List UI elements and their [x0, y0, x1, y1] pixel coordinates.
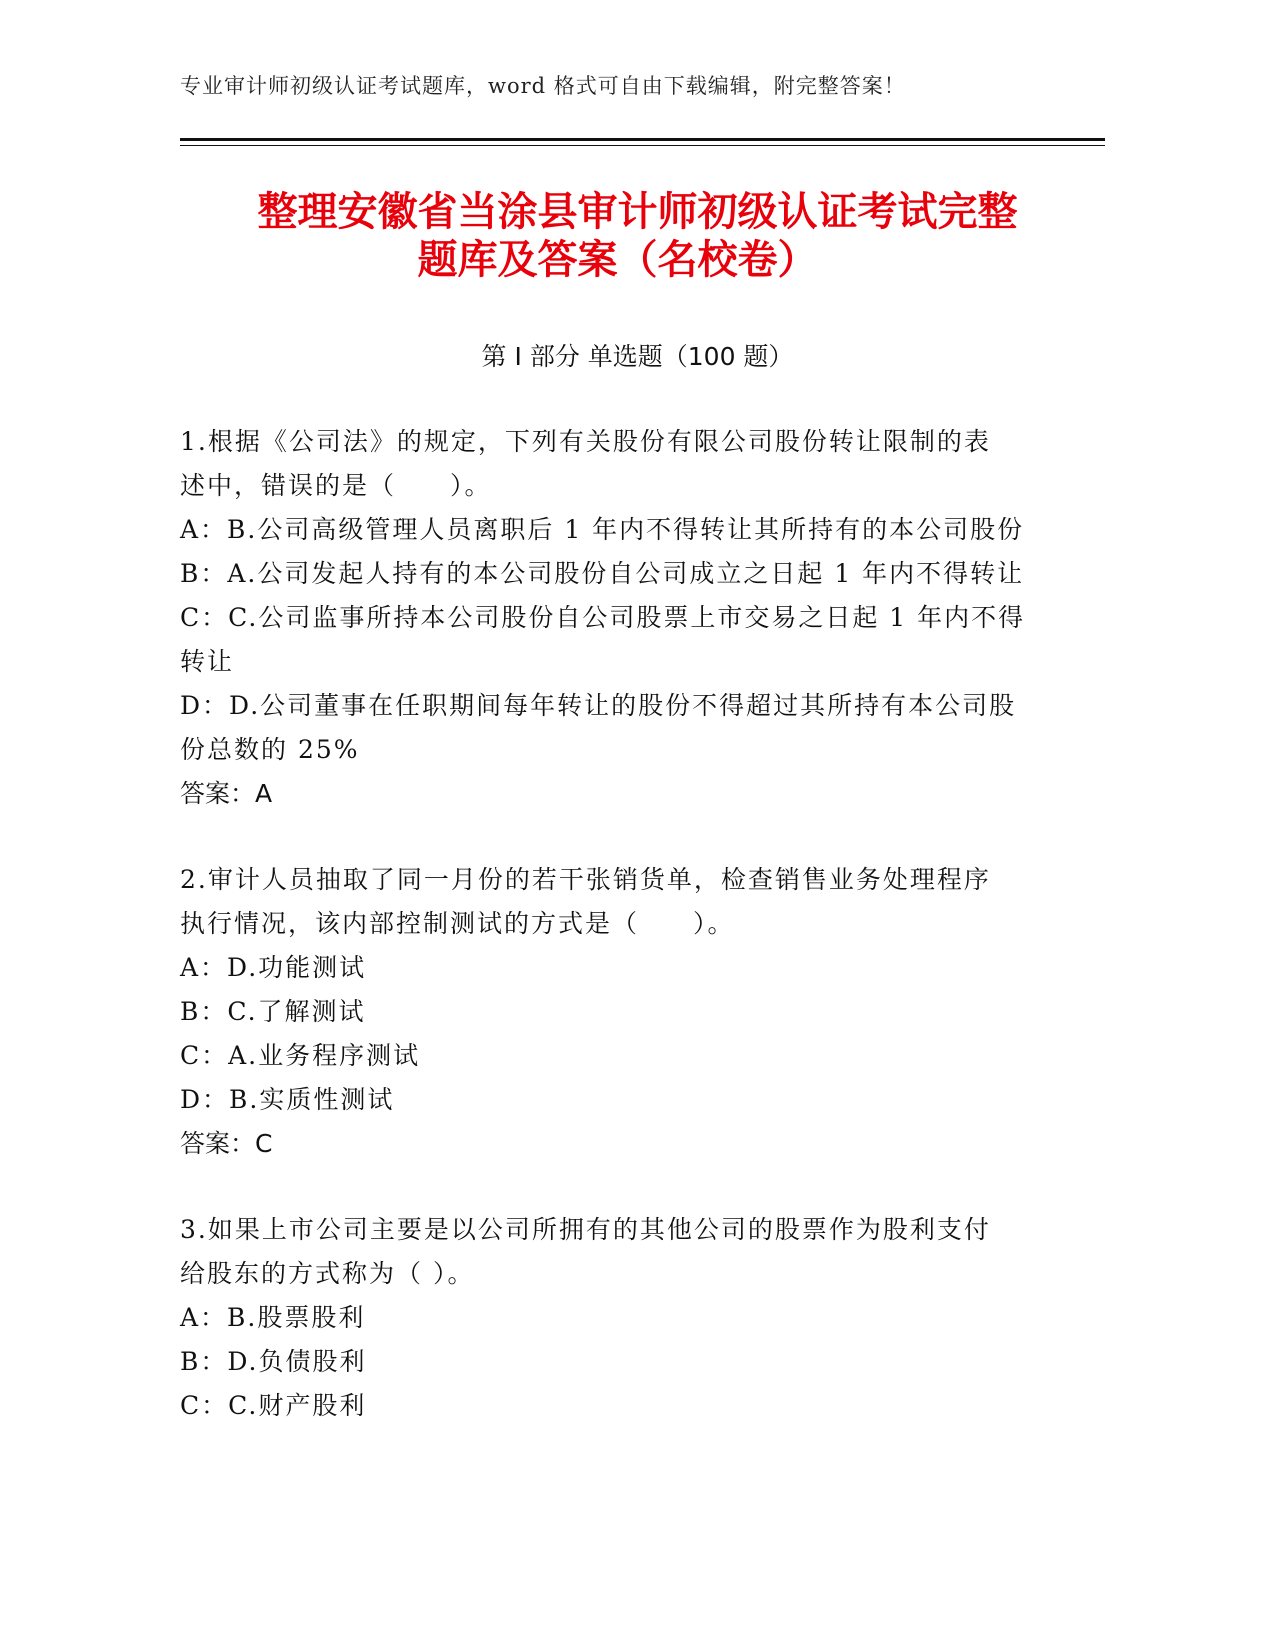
question-stem-line: 给股东的方式称为（ ）。 — [180, 1259, 475, 1288]
question-list — [180, 420, 1040, 1470]
option-b: B：A.公司发起人持有的本公司股份自公司成立之日起 1 年内不得转让 — [180, 559, 1025, 588]
question-2 — [180, 858, 1040, 1166]
option-a: A：B.股票股利 — [180, 1303, 366, 1332]
document-title-line-1: 整理安徽省当涂县审计师初级认证考试完整 — [257, 189, 1018, 235]
question-stem-line: 1.根据《公司法》的规定，下列有关股份有限公司股份转让限制的表 — [180, 427, 991, 456]
document-title-line-2: 题库及答案（名校卷） — [417, 237, 818, 283]
option-b: B：C.了解测试 — [180, 997, 366, 1026]
question-stem-line: 2.审计人员抽取了同一月份的若干张销货单，检查销售业务处理程序 — [180, 865, 991, 894]
answer-line: 答案：A — [180, 779, 273, 808]
header-rule-thick — [180, 138, 1105, 141]
option-d: D：B.实质性测试 — [180, 1085, 395, 1114]
document-title — [150, 188, 1125, 284]
option-d: D：D.公司董事在任职期间每年转让的股份不得超过其所持有本公司股 — [180, 691, 1017, 720]
option-c: C：C.财产股利 — [180, 1391, 367, 1420]
option-a: A：B.公司高级管理人员离职后 1 年内不得转让其所持有的本公司股份 — [180, 515, 1025, 544]
option-c-continued: 转让 — [180, 647, 235, 676]
question-stem-line: 述中，错误的是（ ）。 — [180, 471, 492, 500]
question-3 — [180, 1208, 1040, 1428]
option-b: B：D.负债股利 — [180, 1347, 367, 1376]
section-title: 第 I 部分 单选题（100 题） — [481, 342, 794, 371]
header-note: 专业审计师初级认证考试题库，word 格式可自由下载编辑，附完整答案！ — [180, 74, 906, 98]
question-stem-line: 执行情况，该内部控制测试的方式是（ ）。 — [180, 909, 735, 938]
question-stem-line: 3.如果上市公司主要是以公司所拥有的其他公司的股票作为股利支付 — [180, 1215, 991, 1244]
option-d-continued: 份总数的 25% — [180, 735, 360, 764]
header-rule-thin — [180, 145, 1105, 146]
option-a: A：D.功能测试 — [180, 953, 367, 982]
option-c: C：A.业务程序测试 — [180, 1041, 421, 1070]
option-c: C：C.公司监事所持本公司股份自公司股票上市交易之日起 1 年内不得 — [180, 603, 1026, 632]
answer-line: 答案：C — [180, 1129, 273, 1158]
question-1 — [180, 420, 1040, 816]
